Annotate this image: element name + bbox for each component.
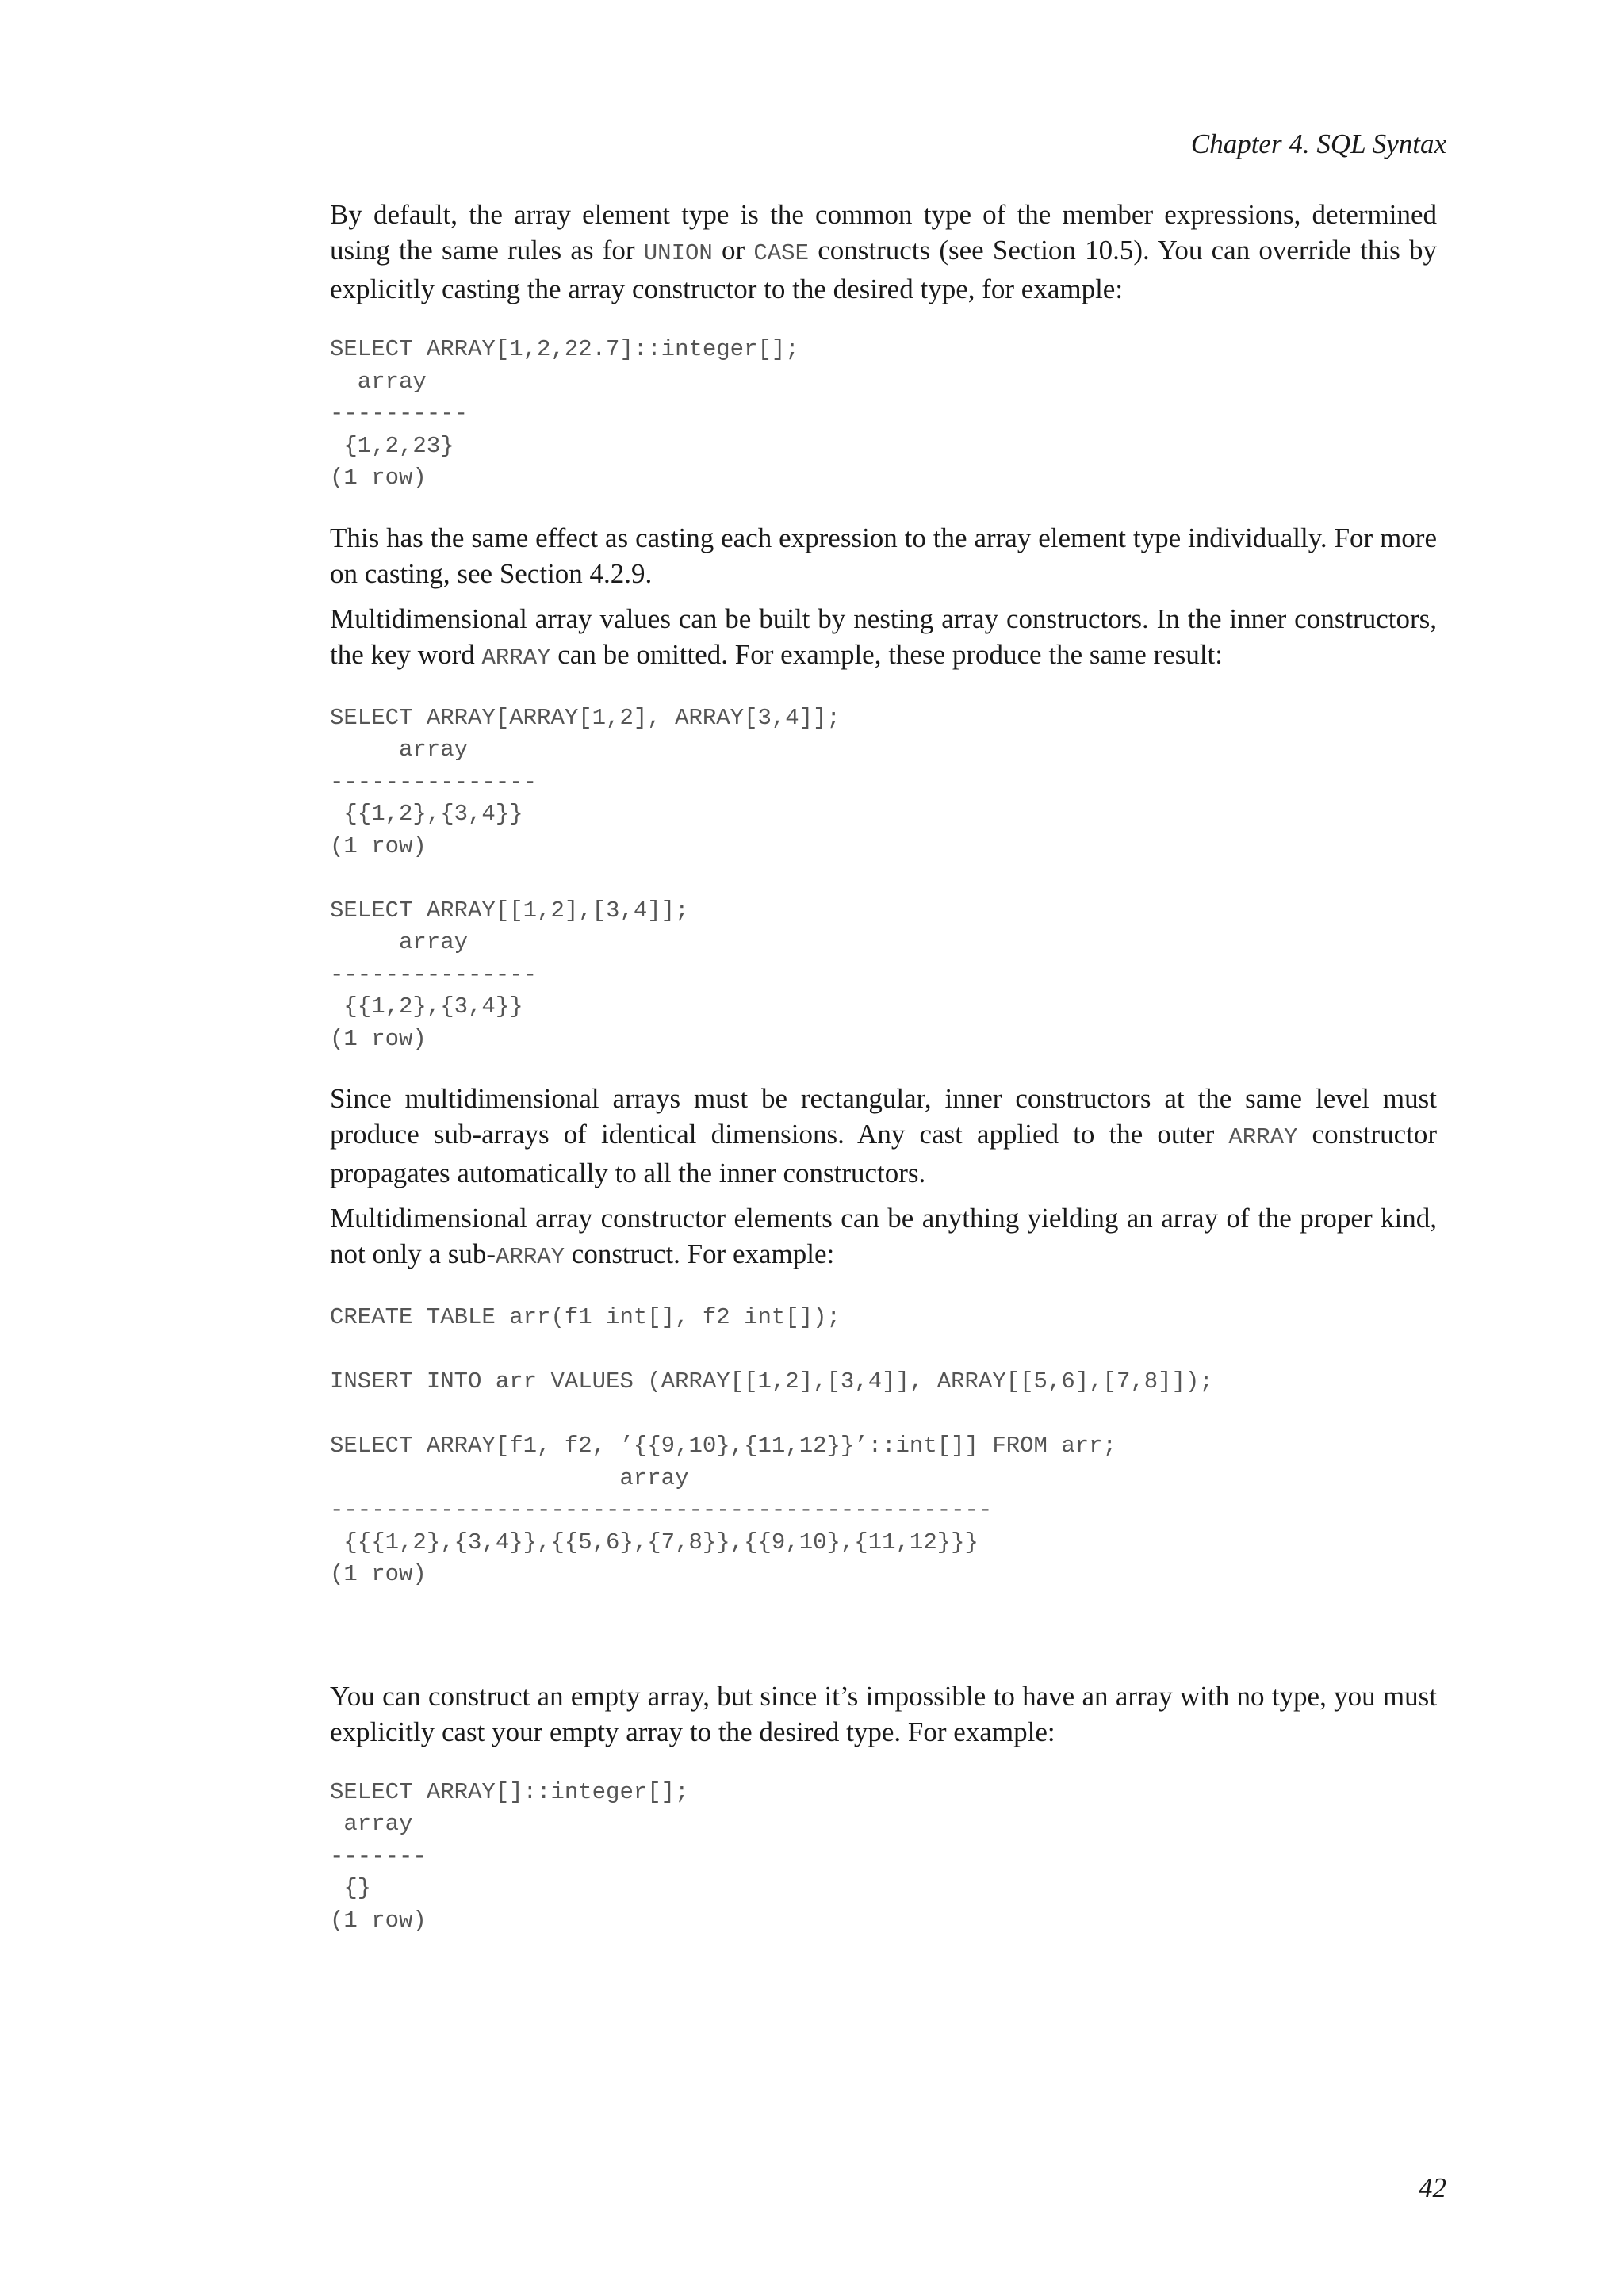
text-run: can be omitted. For example, these produce the same result: (550, 638, 1224, 670)
code-block-nested-arrays: SELECT ARRAY[ARRAY[1,2], ARRAY[3,4]]; array --------------- {{1,2},{3,4}} (1 row) SELECT ARRAY[[1,2],[3,4]]; array --------------- {{1,2},{3,4}} (1 row) (330, 704, 841, 1052)
paragraph-multidimensional-intro (330, 601, 1437, 675)
page-content (330, 197, 1437, 1937)
code-block-cast-example: SELECT ARRAY[1,2,22.7]::integer[]; array ---------- {1,2,23} (1 row) (330, 336, 799, 491)
running-header: Chapter 4. SQL Syntax (1190, 128, 1446, 159)
text-run: Multidimensional array values can be built by nesting array constructors. In the inner constructors, the key word (330, 603, 1437, 670)
page-number: 42 (1419, 2172, 1446, 2203)
code-block-empty-array: SELECT ARRAY[]::integer[]; array ------- {} (1 row) (330, 1778, 689, 1934)
paragraph-empty-array: You can construct an empty array, but since it’s impossible to have an array with no type, you must explicitly cast your empty array to the desired type. For example: (330, 1680, 1437, 1747)
paragraph-rectangular-arrays (330, 1081, 1437, 1191)
text-run: By default, the array element type is the common type of the member expressions, determined using the same rules as for (330, 199, 1437, 266)
text-run: or (712, 235, 754, 266)
text-run: Since multidimensional arrays must be rectangular, inner constructors at the same level must produce sub-arrays of identical dimensions. Any cast applied to the outer (330, 1083, 1437, 1150)
inline-code-array: ARRAY (481, 644, 551, 671)
text-run: Multidimensional array constructor elements can be anything yielding an array of the proper kind, not only a sub- (330, 1203, 1437, 1269)
text-run: constructs (see Section 10.5). You can override this by explicitly casting the array constructor to the desired type, for example: (330, 235, 1437, 304)
paragraph-casting-effect: This has the same effect as casting each expression to the array element type individually. For more on casting, see Section 4.2.9. (330, 522, 1437, 589)
inline-code-array: ARRAY (496, 1244, 565, 1270)
paragraph-array-element-type (330, 197, 1437, 307)
inline-code-case: CASE (753, 240, 809, 266)
code-block-table-example: CREATE TABLE arr(f1 int[], f2 int[]); INSERT INTO arr VALUES (ARRAY[[1,2],[3,4]], ARRAY[[5,6],[7,8]]); SELECT ARRAY[f1, f2, ’{{9,10},{11,12}}’::int[]] FROM arr; array ------------------------------------------------ {{{1,2},{3,4}},{{5,6},{7,8}},{{9,10},{11,12}}} (1 row) (330, 1304, 1213, 1587)
paragraph-constructor-elements (330, 1200, 1437, 1275)
inline-code-array: ARRAY (1228, 1124, 1298, 1150)
text-run: constructor propagates automatically to all the inner constructors. (330, 1119, 1437, 1188)
inline-code-union: UNION (643, 240, 713, 266)
text-run: construct. For example: (565, 1238, 835, 1269)
